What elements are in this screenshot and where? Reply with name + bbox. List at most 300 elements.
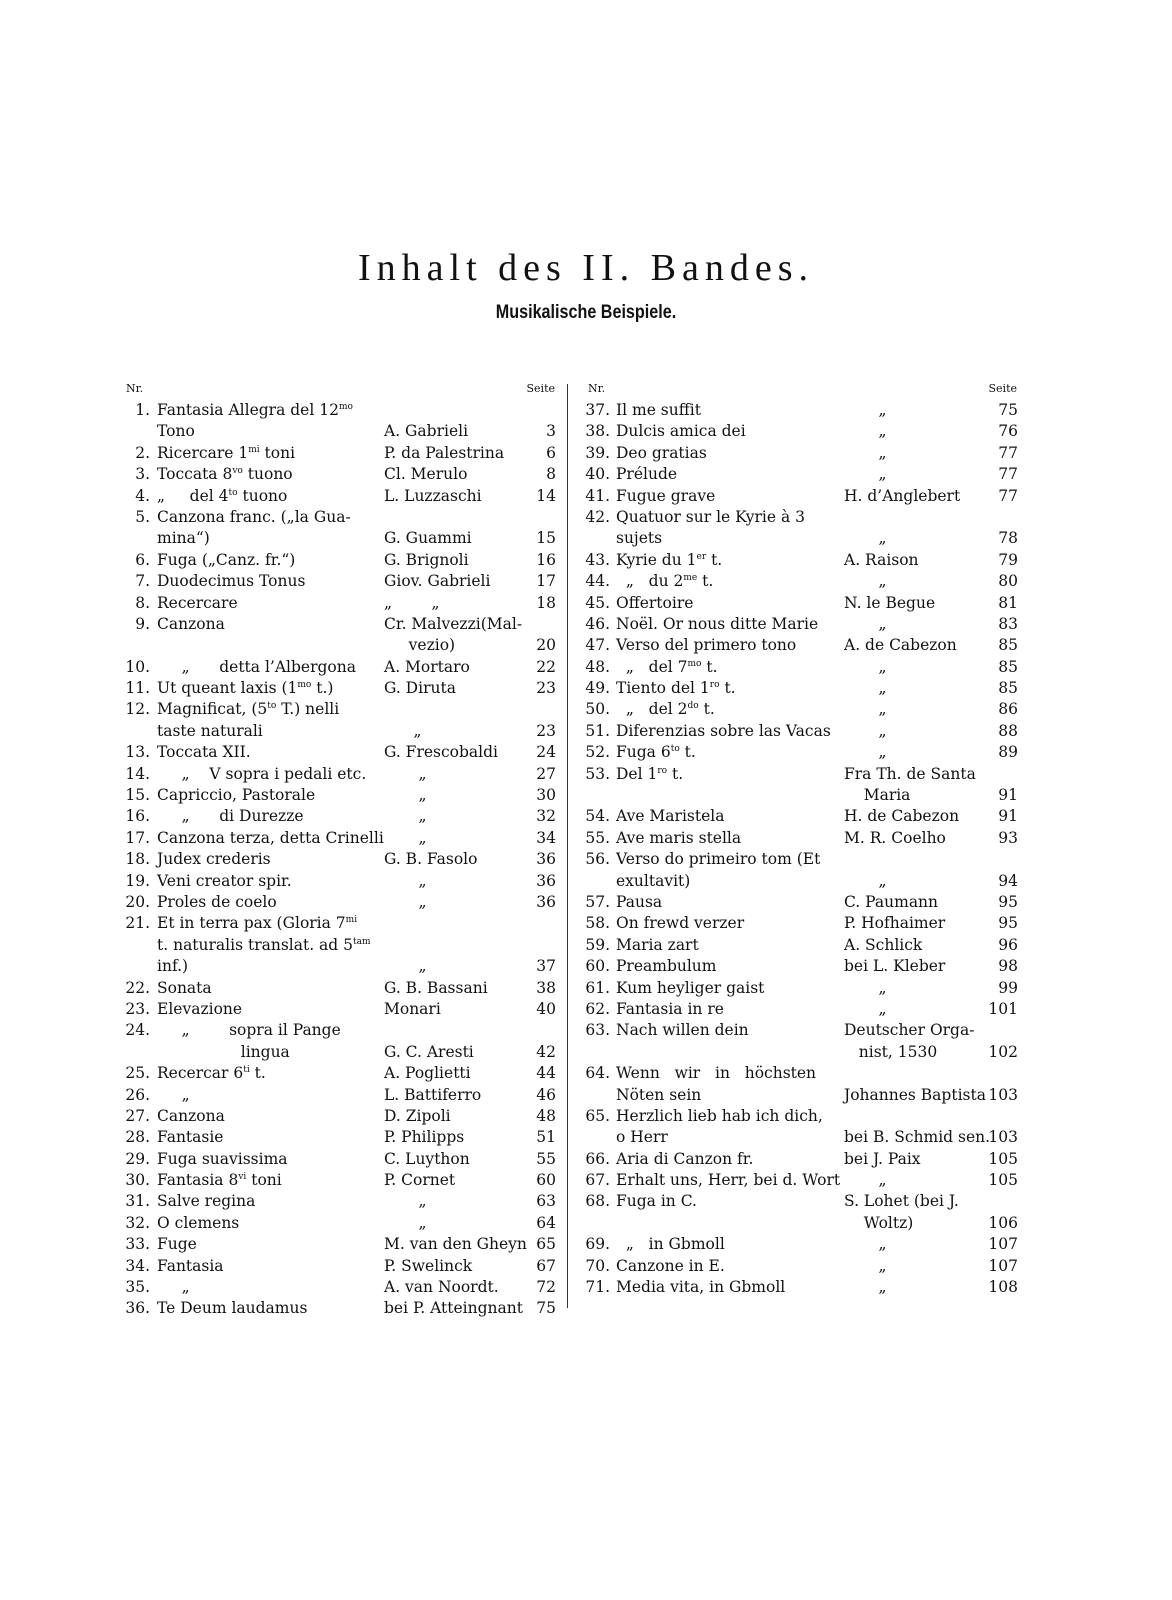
column-header bbox=[120, 380, 560, 400]
page-subtitle: Musikalische Beispiele. bbox=[495, 302, 677, 323]
entry-page: 36 bbox=[536, 871, 556, 890]
entry-page: 72 bbox=[536, 1278, 556, 1297]
entry-page: 108 bbox=[988, 1278, 1018, 1297]
toc-entry bbox=[120, 785, 560, 806]
entry-page: 76 bbox=[998, 422, 1018, 441]
entry-page: 37 bbox=[536, 957, 556, 976]
entry-page: 85 bbox=[998, 636, 1018, 655]
entry-composer: A. Poglietti bbox=[384, 1064, 471, 1083]
entry-title: „ bbox=[157, 1085, 190, 1104]
entry-title: Nach willen dein bbox=[616, 1021, 749, 1040]
entry-number: 63. bbox=[585, 1021, 610, 1040]
entry-number: 24. bbox=[125, 1021, 150, 1040]
entry-number: 49. bbox=[585, 679, 610, 698]
entry-number: 64. bbox=[585, 1064, 610, 1083]
entry-composer: L. Battiferro bbox=[384, 1085, 482, 1104]
toc-entry bbox=[582, 913, 1022, 934]
entry-number: 31. bbox=[125, 1192, 150, 1211]
entry-page: 79 bbox=[998, 550, 1018, 569]
entry-title: Quatuor sur le Kyrie à 3 bbox=[616, 507, 805, 526]
entry-number: 56. bbox=[585, 850, 610, 869]
entry-number: 9. bbox=[135, 614, 150, 633]
entry-page: 80 bbox=[998, 572, 1018, 591]
entry-composer: L. Luzzaschi bbox=[384, 486, 482, 505]
toc-entry bbox=[120, 1256, 560, 1277]
entry-composer: A. Mortaro bbox=[384, 657, 470, 676]
entry-title: „ in Gbmoll bbox=[616, 1235, 725, 1254]
entry-title: Fuga suavissima bbox=[157, 1149, 288, 1168]
entry-composer: C. Luython bbox=[384, 1149, 470, 1168]
entry-composer: „ „ bbox=[384, 593, 440, 612]
entry-title: Fugue grave bbox=[616, 486, 716, 505]
entry-title-superscript: mo bbox=[338, 402, 353, 412]
toc-entry bbox=[120, 550, 560, 571]
entry-composer: P. Swelinck bbox=[384, 1256, 473, 1275]
toc-entry bbox=[120, 1127, 560, 1148]
entry-composer: „ bbox=[844, 572, 887, 591]
entry-page: 23 bbox=[536, 721, 556, 740]
entry-number: 66. bbox=[585, 1149, 610, 1168]
entry-title: Toccata $8^{vo}$ tuono bbox=[157, 465, 293, 484]
entry-title-superscript: vi bbox=[238, 1172, 247, 1183]
toc-entry bbox=[582, 806, 1022, 827]
entry-page: 42 bbox=[536, 1042, 556, 1061]
toc-entry bbox=[120, 678, 560, 699]
entry-number: 61. bbox=[585, 978, 610, 997]
entry-page: 44 bbox=[536, 1064, 556, 1083]
entry-page: 77 bbox=[998, 443, 1018, 462]
entry-number: 51. bbox=[585, 721, 610, 740]
entry-title: Wenn wir in höchsten bbox=[616, 1064, 817, 1083]
entry-page: 78 bbox=[998, 529, 1018, 548]
entry-title: „ del $7^{mo}$ t. bbox=[616, 657, 718, 676]
entry-composer: P. Hofhaimer bbox=[844, 914, 946, 933]
toc-entry bbox=[582, 657, 1022, 678]
entry-title-superscript: ro bbox=[709, 680, 720, 691]
entry-title: Tono bbox=[157, 422, 195, 441]
entry-page: 75 bbox=[536, 1299, 556, 1318]
toc-entry bbox=[120, 1042, 560, 1063]
toc-entry bbox=[582, 742, 1022, 763]
entry-composer: P. Cornet bbox=[384, 1171, 456, 1190]
entry-page: 107 bbox=[988, 1235, 1018, 1254]
entry-title: Herzlich lieb hab ich dich, bbox=[616, 1106, 823, 1125]
entry-title: O clemens bbox=[157, 1213, 240, 1232]
toc-entry bbox=[582, 400, 1022, 421]
toc-entry bbox=[582, 1063, 1022, 1084]
entry-number: 46. bbox=[585, 614, 610, 633]
toc-entry bbox=[120, 935, 560, 956]
entry-number: 27. bbox=[125, 1106, 150, 1125]
entry-title-superscript: do bbox=[687, 701, 699, 712]
entry-page: 18 bbox=[536, 593, 556, 612]
entry-composer: „ bbox=[384, 1213, 427, 1232]
entry-page: 60 bbox=[536, 1171, 556, 1190]
entry-number: 18. bbox=[125, 850, 150, 869]
entry-title: Pausa bbox=[616, 892, 663, 911]
entry-title: Et in terra pax (Gloria $7^{mi}$ bbox=[157, 914, 358, 933]
entry-number: 26. bbox=[125, 1085, 150, 1104]
toc-entry bbox=[120, 1298, 560, 1319]
entry-number: 7. bbox=[135, 572, 150, 591]
toc-entry bbox=[582, 828, 1022, 849]
entry-page: 102 bbox=[988, 1042, 1018, 1061]
column-divider bbox=[567, 384, 568, 1308]
entry-number: 44. bbox=[585, 572, 610, 591]
toc-entry bbox=[582, 528, 1022, 549]
entry-number: 22. bbox=[125, 978, 150, 997]
toc-entry bbox=[120, 486, 560, 507]
entry-page: 38 bbox=[536, 978, 556, 997]
toc-entry bbox=[582, 571, 1022, 592]
entry-title-superscript: er bbox=[696, 551, 707, 562]
entry-composer: „ bbox=[844, 721, 887, 740]
toc-entry bbox=[582, 635, 1022, 656]
toc-entry bbox=[582, 892, 1022, 913]
entry-page: 103 bbox=[988, 1085, 1018, 1104]
entry-number: 10. bbox=[125, 657, 150, 676]
entry-number: 17. bbox=[125, 828, 150, 847]
entry-composer: „ bbox=[384, 871, 427, 890]
entry-composer: P. da Palestrina bbox=[384, 443, 505, 462]
entry-composer: „ bbox=[844, 465, 887, 484]
entry-composer: „ bbox=[844, 978, 887, 997]
entry-page: 67 bbox=[536, 1256, 556, 1275]
entry-page: 20 bbox=[536, 636, 556, 655]
entry-composer: „ bbox=[384, 828, 427, 847]
entry-title: Prélude bbox=[616, 465, 678, 484]
entry-composer: bei B. Schmid sen. bbox=[844, 1128, 991, 1147]
entry-number: 52. bbox=[585, 743, 610, 762]
entry-composer: „ bbox=[384, 807, 427, 826]
entry-title: Magnificat, ($5^{to}$ T.) nelli bbox=[157, 700, 340, 719]
entry-title: Canzona bbox=[157, 614, 225, 633]
entry-page: 34 bbox=[536, 828, 556, 847]
toc-entry bbox=[120, 421, 560, 442]
entry-title-superscript: to bbox=[670, 744, 680, 755]
toc-entry bbox=[582, 1191, 1022, 1212]
entry-composer: bei P. Atteingnant bbox=[384, 1299, 523, 1318]
toc-entry bbox=[120, 1085, 560, 1106]
toc-entry bbox=[582, 978, 1022, 999]
entry-page: 3 bbox=[546, 422, 556, 441]
entry-number: 40. bbox=[585, 465, 610, 484]
entry-title-superscript: vo bbox=[232, 466, 243, 477]
toc-entry bbox=[582, 935, 1022, 956]
toc-entry bbox=[120, 764, 560, 785]
nr-header: Nr. bbox=[126, 382, 144, 395]
entry-composer: H. d’Anglebert bbox=[844, 486, 961, 505]
entry-title: Capriccio, Pastorale bbox=[157, 786, 316, 805]
entry-composer: A. de Cabezon bbox=[844, 636, 957, 655]
entry-composer: Monari bbox=[384, 999, 441, 1018]
entry-composer: Deutscher Orga- bbox=[844, 1021, 975, 1040]
entry-title: sujets bbox=[616, 529, 663, 548]
toc-entry bbox=[582, 1149, 1022, 1170]
toc-entry bbox=[120, 806, 560, 827]
entry-title: Te Deum laudamus bbox=[157, 1299, 308, 1318]
entry-title: „ del $4^{to}$ tuono bbox=[157, 486, 288, 505]
entry-title: Maria zart bbox=[616, 935, 699, 954]
entry-title-superscript: to bbox=[228, 487, 238, 498]
entry-composer: „ bbox=[844, 999, 887, 1018]
entry-composer: M. van den Gheyn bbox=[384, 1235, 527, 1254]
toc-entry bbox=[120, 1191, 560, 1212]
entry-composer: „ bbox=[384, 721, 422, 740]
entry-number: 47. bbox=[585, 636, 610, 655]
entry-number: 12. bbox=[125, 700, 150, 719]
entry-page: 15 bbox=[536, 529, 556, 548]
entry-number: 50. bbox=[585, 700, 610, 719]
entry-composer: „ bbox=[384, 786, 427, 805]
entry-number: 36. bbox=[125, 1299, 150, 1318]
entry-page: 85 bbox=[998, 679, 1018, 698]
entry-title: Recercare bbox=[157, 593, 238, 612]
entry-number: 3. bbox=[135, 465, 150, 484]
entry-composer: S. Lohet (bei J. bbox=[844, 1192, 959, 1211]
entry-composer: N. le Begue bbox=[844, 593, 936, 612]
entry-page: 46 bbox=[536, 1085, 556, 1104]
entry-title: Fuga („Canz. fr.“) bbox=[157, 550, 296, 569]
entry-composer: Woltz) bbox=[844, 1213, 914, 1232]
entry-title: Verso do primeiro tom (Et bbox=[616, 850, 821, 869]
entry-title: „ di Durezze bbox=[157, 807, 304, 826]
toc-entry bbox=[120, 1106, 560, 1127]
entry-composer: P. Philipps bbox=[384, 1128, 465, 1147]
entry-title: Canzona terza, detta Crinelli bbox=[157, 828, 384, 847]
entry-number: 23. bbox=[125, 999, 150, 1018]
entry-page: 64 bbox=[536, 1213, 556, 1232]
entry-page: 88 bbox=[998, 721, 1018, 740]
entry-title: Erhalt uns, Herr, bei d. Wort bbox=[616, 1171, 841, 1190]
toc-entry bbox=[582, 464, 1022, 485]
entry-title: Nöten sein bbox=[616, 1085, 702, 1104]
entry-number: 8. bbox=[135, 593, 150, 612]
page-title: Inhalt des II. Bandes. bbox=[358, 247, 814, 289]
entry-composer: Johannes Baptista bbox=[844, 1085, 986, 1104]
entry-number: 21. bbox=[125, 914, 150, 933]
entry-page: 65 bbox=[536, 1235, 556, 1254]
entry-title-superscript: to bbox=[267, 701, 277, 712]
toc-entry bbox=[582, 1213, 1022, 1234]
entry-number: 14. bbox=[125, 764, 150, 783]
entry-number: 54. bbox=[585, 807, 610, 826]
entry-composer: Giov. Gabrieli bbox=[384, 572, 491, 591]
entry-page: 30 bbox=[536, 786, 556, 805]
entry-title: lingua bbox=[157, 1042, 290, 1061]
nr-header: Nr. bbox=[588, 382, 606, 395]
entry-title: „ del $2^{do}$ t. bbox=[616, 700, 715, 719]
entry-number: 35. bbox=[125, 1278, 150, 1297]
entry-page: 23 bbox=[536, 679, 556, 698]
entry-page: 95 bbox=[998, 892, 1018, 911]
entry-composer: A. Gabrieli bbox=[384, 422, 469, 441]
entry-title: exultavit) bbox=[616, 871, 691, 890]
entry-number: 1. bbox=[135, 401, 150, 419]
entry-number: 2. bbox=[135, 443, 150, 462]
entry-number: 29. bbox=[125, 1149, 150, 1168]
toc-entry bbox=[120, 1063, 560, 1084]
entry-composer: „ bbox=[844, 700, 887, 719]
entry-title-superscript: tam bbox=[353, 936, 371, 947]
toc-entry bbox=[582, 507, 1022, 528]
seite-header: Seite bbox=[526, 382, 555, 395]
entry-title: Verso del primero tono bbox=[616, 636, 797, 655]
entry-composer: G. Diruta bbox=[384, 679, 456, 698]
entry-title-superscript: me bbox=[683, 573, 698, 584]
entry-page: 48 bbox=[536, 1106, 556, 1125]
entry-page: 101 bbox=[988, 999, 1018, 1018]
toc-entry bbox=[120, 657, 560, 678]
entry-page: 63 bbox=[536, 1192, 556, 1211]
entry-page: 85 bbox=[998, 657, 1018, 676]
entry-number: 42. bbox=[585, 507, 610, 526]
entry-page: 91 bbox=[998, 807, 1018, 826]
toc-entry bbox=[582, 721, 1022, 742]
toc-entry bbox=[120, 1020, 560, 1041]
toc-entry bbox=[120, 721, 560, 742]
entry-composer: D. Zipoli bbox=[384, 1106, 451, 1125]
entry-number: 11. bbox=[125, 679, 150, 698]
entry-title: „ sopra il Pange bbox=[157, 1021, 341, 1040]
entry-composer: Fra Th. de Santa bbox=[844, 764, 976, 783]
entry-title: Duodecimus Tonus bbox=[157, 572, 306, 591]
toc-entry bbox=[120, 400, 560, 421]
entry-number: 19. bbox=[125, 871, 150, 890]
entry-composer: M. R. Coelho bbox=[844, 828, 946, 847]
entry-title: Judex crederis bbox=[157, 850, 271, 869]
entry-number: 71. bbox=[585, 1278, 610, 1297]
toc-entry bbox=[582, 999, 1022, 1020]
entry-number: 30. bbox=[125, 1171, 150, 1190]
toc-entry bbox=[582, 550, 1022, 571]
entry-composer: G. Brignoli bbox=[384, 550, 469, 569]
toc-entry bbox=[120, 1277, 560, 1298]
entry-number: 53. bbox=[585, 764, 610, 783]
entry-number: 15. bbox=[125, 786, 150, 805]
toc-entry bbox=[582, 614, 1022, 635]
entry-number: 28. bbox=[125, 1128, 150, 1147]
entry-number: 34. bbox=[125, 1256, 150, 1275]
toc-entry bbox=[120, 999, 560, 1020]
toc-entry bbox=[120, 742, 560, 763]
entry-page: 96 bbox=[998, 935, 1018, 954]
entry-page: 103 bbox=[988, 1128, 1018, 1147]
toc-entry bbox=[582, 593, 1022, 614]
entry-page: 8 bbox=[546, 465, 556, 484]
entry-composer: G. Frescobaldi bbox=[384, 743, 498, 762]
toc-entry bbox=[120, 699, 560, 720]
toc-entry bbox=[582, 421, 1022, 442]
entry-page: 24 bbox=[536, 743, 556, 762]
entry-title: Ut queant laxis ($1^{mo}$ t.) bbox=[157, 679, 334, 698]
entry-title-superscript: mi bbox=[345, 915, 358, 926]
entry-title: Salve regina bbox=[157, 1192, 256, 1211]
entry-page: 22 bbox=[536, 657, 556, 676]
entry-number: 45. bbox=[585, 593, 610, 612]
entry-number: 20. bbox=[125, 892, 150, 911]
entry-composer: G. B. Fasolo bbox=[384, 850, 478, 869]
entry-number: 48. bbox=[585, 657, 610, 676]
entry-page: 77 bbox=[998, 486, 1018, 505]
entry-title: „ detta l’Albergona bbox=[157, 657, 356, 676]
entry-page: 93 bbox=[998, 828, 1018, 847]
entry-composer: vezio) bbox=[384, 636, 456, 655]
entry-title: Recercar $6^{ti}$ t. bbox=[157, 1064, 266, 1083]
toc-entry bbox=[582, 1042, 1022, 1063]
toc-entry bbox=[582, 785, 1022, 806]
toc-entry bbox=[120, 892, 560, 913]
toc-entry bbox=[582, 1106, 1022, 1127]
entry-composer: „ bbox=[844, 679, 887, 698]
entry-title: Aria di Canzon fr. bbox=[616, 1149, 754, 1168]
toc-entry bbox=[582, 956, 1022, 977]
toc-entry bbox=[582, 849, 1022, 870]
toc-entry bbox=[120, 871, 560, 892]
entry-title: Dulcis amica dei bbox=[616, 422, 746, 441]
entry-number: 67. bbox=[585, 1171, 610, 1190]
entry-title-superscript: ti bbox=[243, 1065, 250, 1076]
toc-entry bbox=[582, 1277, 1022, 1298]
toc-entry bbox=[120, 1170, 560, 1191]
entry-composer: „ bbox=[844, 657, 887, 676]
entry-composer: nist, 1530 bbox=[844, 1042, 938, 1061]
entry-page: 6 bbox=[546, 443, 556, 462]
toc-entry bbox=[120, 828, 560, 849]
entry-composer: „ bbox=[844, 401, 887, 419]
entry-composer: „ bbox=[384, 764, 427, 783]
toc-entry bbox=[120, 1213, 560, 1234]
entry-page: 51 bbox=[536, 1128, 556, 1147]
entry-number: 38. bbox=[585, 422, 610, 441]
entry-number: 68. bbox=[585, 1192, 610, 1211]
toc-column-right bbox=[582, 380, 1022, 1298]
entry-composer: Cr. Malvezzi(Mal- bbox=[384, 614, 523, 633]
toc-entry bbox=[120, 464, 560, 485]
entry-page: 32 bbox=[536, 807, 556, 826]
entry-composer: Cl. Merulo bbox=[384, 465, 468, 484]
toc-entry bbox=[120, 1149, 560, 1170]
toc-entry bbox=[582, 871, 1022, 892]
toc-column-left bbox=[120, 380, 560, 1320]
entry-number: 32. bbox=[125, 1213, 150, 1232]
entry-title-superscript: mo bbox=[687, 658, 702, 669]
entry-title: Ave Maristela bbox=[616, 807, 725, 826]
entry-composer: C. Paumann bbox=[844, 892, 939, 911]
entry-page: 77 bbox=[998, 465, 1018, 484]
entry-title: Noël. Or nous ditte Marie bbox=[616, 614, 819, 633]
entry-title: Media vita, in Gbmoll bbox=[616, 1278, 786, 1297]
entry-title: inf.) bbox=[157, 957, 189, 976]
entry-composer: „ bbox=[844, 871, 887, 890]
entry-title-superscript: mo bbox=[297, 680, 312, 691]
entry-title: Proles de coelo bbox=[157, 892, 277, 911]
entry-composer: A. Raison bbox=[844, 550, 919, 569]
entry-composer: bei J. Paix bbox=[844, 1149, 921, 1168]
entry-title: taste naturali bbox=[157, 721, 263, 740]
entry-composer: A. Schlick bbox=[844, 935, 923, 954]
entry-title: Veni creator spir. bbox=[157, 871, 292, 890]
entry-composer: „ bbox=[844, 743, 887, 762]
toc-rows-right bbox=[582, 400, 1022, 1298]
entry-number: 70. bbox=[585, 1256, 610, 1275]
entry-page: 81 bbox=[998, 593, 1018, 612]
entry-title: mina“) bbox=[157, 529, 210, 548]
toc-entry bbox=[582, 678, 1022, 699]
entry-composer: „ bbox=[844, 422, 887, 441]
entry-page: 105 bbox=[988, 1149, 1018, 1168]
entry-page: 89 bbox=[998, 743, 1018, 762]
